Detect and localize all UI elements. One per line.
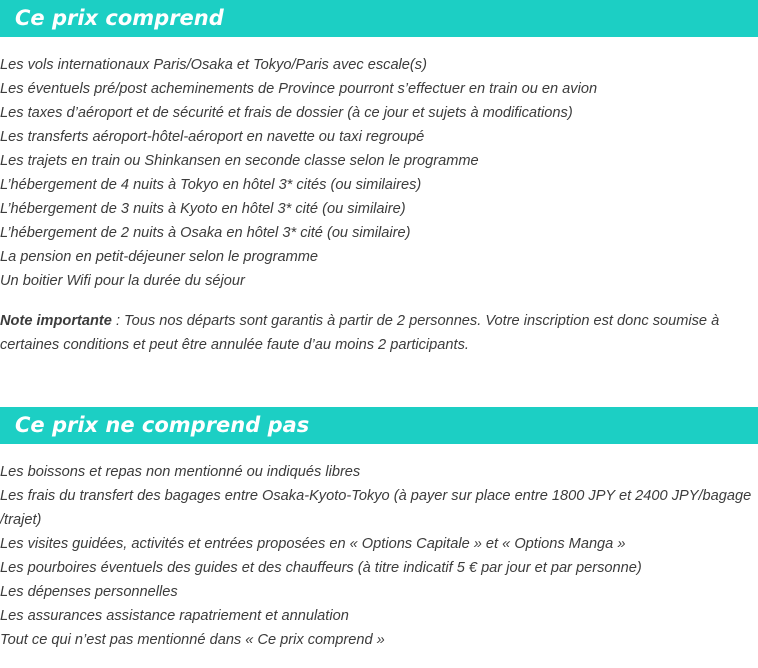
list-item: Les assurances assistance rapatriement et annulation: [0, 608, 349, 624]
note-label: Note importante: [0, 313, 112, 329]
list-item: La pension en petit-déjeuner selon le programme: [0, 249, 319, 265]
included-header: Ce prix comprend: [0, 0, 758, 37]
list-item: Les dépenses personnelles: [0, 584, 178, 600]
list-item: Les taxes d’aéroport et de sécurité et frais de dossier (à ce jour et sujets à modifications): [0, 105, 573, 121]
list-item: Les frais du transfert des bagages entre Osaka-Kyoto-Tokyo (à payer sur place entre 1800 JPY et 2400 JPY/bagage: [0, 488, 752, 504]
excluded-header: Ce prix ne comprend pas: [0, 407, 758, 444]
list-item: L’hébergement de 2 nuits à Osaka en hôtel 3* cité (ou similaire): [0, 225, 411, 241]
list-item: Les transferts aéroport-hôtel-aéroport en navette ou taxi regroupé: [0, 129, 425, 145]
note-text: : Tous nos départs sont garantis à partir de 2 personnes. Votre inscription est donc soumise à certaines conditions et peut être annulée faute d’au moins 2 participants.: [0, 313, 720, 353]
list-item: L’hébergement de 4 nuits à Tokyo en hôtel 3* cités (ou similaires): [0, 177, 422, 193]
list-item: L’hébergement de 3 nuits à Kyoto en hôtel 3* cité (ou similaire): [0, 201, 406, 217]
list-item: Les vols internationaux Paris/Osaka et Tokyo/Paris avec escale(s): [0, 57, 427, 73]
list-item: Les pourboires éventuels des guides et des chauffeurs (à titre indicatif 5 € par jour et par personne): [0, 560, 642, 576]
list-item: Les trajets en train ou Shinkansen en seconde classe selon le programme: [0, 153, 479, 169]
list-item: /trajet): [0, 512, 42, 528]
list-item: Tout ce qui n’est pas mentionné dans « Ce prix comprend »: [0, 632, 385, 648]
included-list: [0, 53, 758, 293]
important-note: [0, 309, 758, 357]
list-item: Les visites guidées, activités et entrées proposées en « Options Capitale » et « Options Manga »: [0, 536, 626, 552]
list-item: Les boissons et repas non mentionné ou indiqués libres: [0, 464, 361, 480]
excluded-list: [0, 460, 758, 652]
list-item: Les éventuels pré/post acheminements de Province pourront s’effectuer en train ou en avion: [0, 81, 598, 97]
list-item: Un boitier Wifi pour la durée du séjour: [0, 273, 245, 289]
